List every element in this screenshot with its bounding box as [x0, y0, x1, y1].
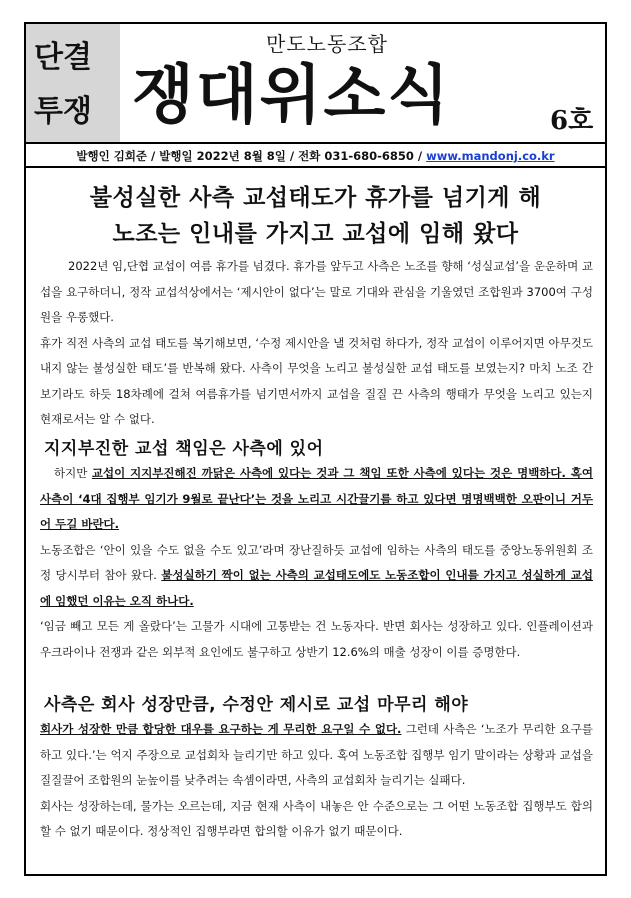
section-3-body — [40, 717, 593, 845]
headline-line-2: 노조는 인내를 가지고 교섭에 임해 왔다 — [112, 221, 519, 247]
paragraph — [40, 461, 593, 538]
side-text-solidarity: 단결 — [34, 40, 92, 75]
paragraph: 회사는 성장하는데, 물가는 오르는데, 지금 현재 사측이 내놓은 안 수준으로는 그 어떤 노동조합 집행부도 합의할 수 없기 때문이다. 정상적인 집행부라면 합의할 이유가 없기 때문이다. — [40, 798, 593, 838]
emphasis-text: 불성실하기 짝이 없는 사측의 교섭태도에도 노동조합이 인내를 가지고 성실하게 교섭에 임했던 이유는 오직 하나다. — [40, 568, 593, 608]
emphasis-text: 회사가 성장한 만큼 합당한 대우를 요구하는 게 무리한 요구일 수 없다. — [40, 722, 402, 736]
headline-line-1: 불성실한 사측 교섭태도가 휴가를 넘기게 해 — [89, 185, 542, 211]
paragraph: 2022년 임,단협 교섭이 여름 휴가를 넘겼다. 휴가를 앞두고 사측은 노조를 향해 ‘성실교섭’을 운운하며 교섭을 요구하더니, 정작 교섭석상에서는 ‘제시안이 없다’는 말로 기대와 관심을 기울였던 조합원과 3700여 구성원을 우롱했다. — [40, 259, 593, 324]
side-text-struggle: 투쟁 — [34, 94, 92, 129]
newsletter-frame — [24, 22, 607, 876]
paragraph — [40, 717, 593, 794]
paragraph-text: 그런데 사측은 ‘노조가 무리한 요구를 하고 있다.’는 억지 주장으로 교섭회차 늘리기만 하고 있다. 혹여 노동조합 집행부 임기 말이라는 상황과 교섭을 질질끌어 조합원의 눈높이를 낮추려는 속셈이라면, 사측의 교섭회차 늘리기는 실패다. — [40, 722, 593, 787]
newsletter-title: 쟁대위소식 — [132, 59, 452, 133]
union-name: 만도노동조합 — [266, 32, 388, 56]
section-3-heading: 사측은 회사 성장만큼, 수정안 제시로 교섭 마무리 해야 — [44, 695, 469, 715]
paragraph-text: 하지만 — [54, 466, 92, 480]
section-1-body — [40, 254, 593, 433]
publication-info — [26, 142, 605, 168]
issue-number: 6호 — [550, 106, 594, 136]
emphasis-text: 교섭이 지지부진해진 까닭은 사측에 있다는 것과 그 책임 또한 사측에 있다는 것은 명백하다. 혹여 사측이 ‘4대 집행부 임기가 9월로 끝난다’는 것을 노리고 시간끌기를 하고 있다면 명명백백한 오판이니 거두어 두길 바란다. — [40, 466, 593, 531]
paragraph: 휴가 직전 사측의 교섭 태도를 복기해보면, ‘수정 제시안을 낼 것처럼 하다가, 정작 교섭이 이루어지면 아무것도 내지 않는 불성실한 태도’를 반복해 왔다. 사측이 무엇을 노리고 불성실한 교섭 태도를 보였는지? 마치 노조 간 보기라도 하듯 18차례에 걸쳐 여름휴가를 넘기면서까지 교섭을 질질 끈 사측의 행태가 무엇을 노리고 있는지 현재로서는 알 수 없다. — [40, 335, 593, 426]
solidarity-struggle-block — [26, 24, 120, 142]
paragraph: ‘임금 빼고 모든 게 올랐다’는 고물가 시대에 고통받는 건 노동자다. 반면 회사는 성장하고 있다. 인플레이션과 우크라이나 전쟁과 같은 외부적 요인에도 불구하고 상반기 12.6%의 매출 성장이 이를 증명한다. — [40, 619, 593, 659]
paragraph — [40, 538, 593, 615]
section-2-heading: 지지부진한 교섭 책임은 사측에 있어 — [44, 439, 324, 459]
website-link[interactable]: www.mandonj.co.kr — [426, 149, 555, 163]
publisher-info: 발행인 김희준 / 발행일 2022년 8월 8일 / 전화 031-680-6850 / — [76, 149, 427, 163]
paragraph-text: 노동조합은 ‘안이 있을 수도 없을 수도 있고’라며 장난질하듯 교섭에 임하는 사측의 태도를 중앙노동위원회 조정 당시부터 참아 왔다. — [40, 542, 593, 582]
masthead — [26, 24, 605, 142]
main-headline — [26, 180, 605, 252]
section-2-body — [40, 461, 593, 665]
